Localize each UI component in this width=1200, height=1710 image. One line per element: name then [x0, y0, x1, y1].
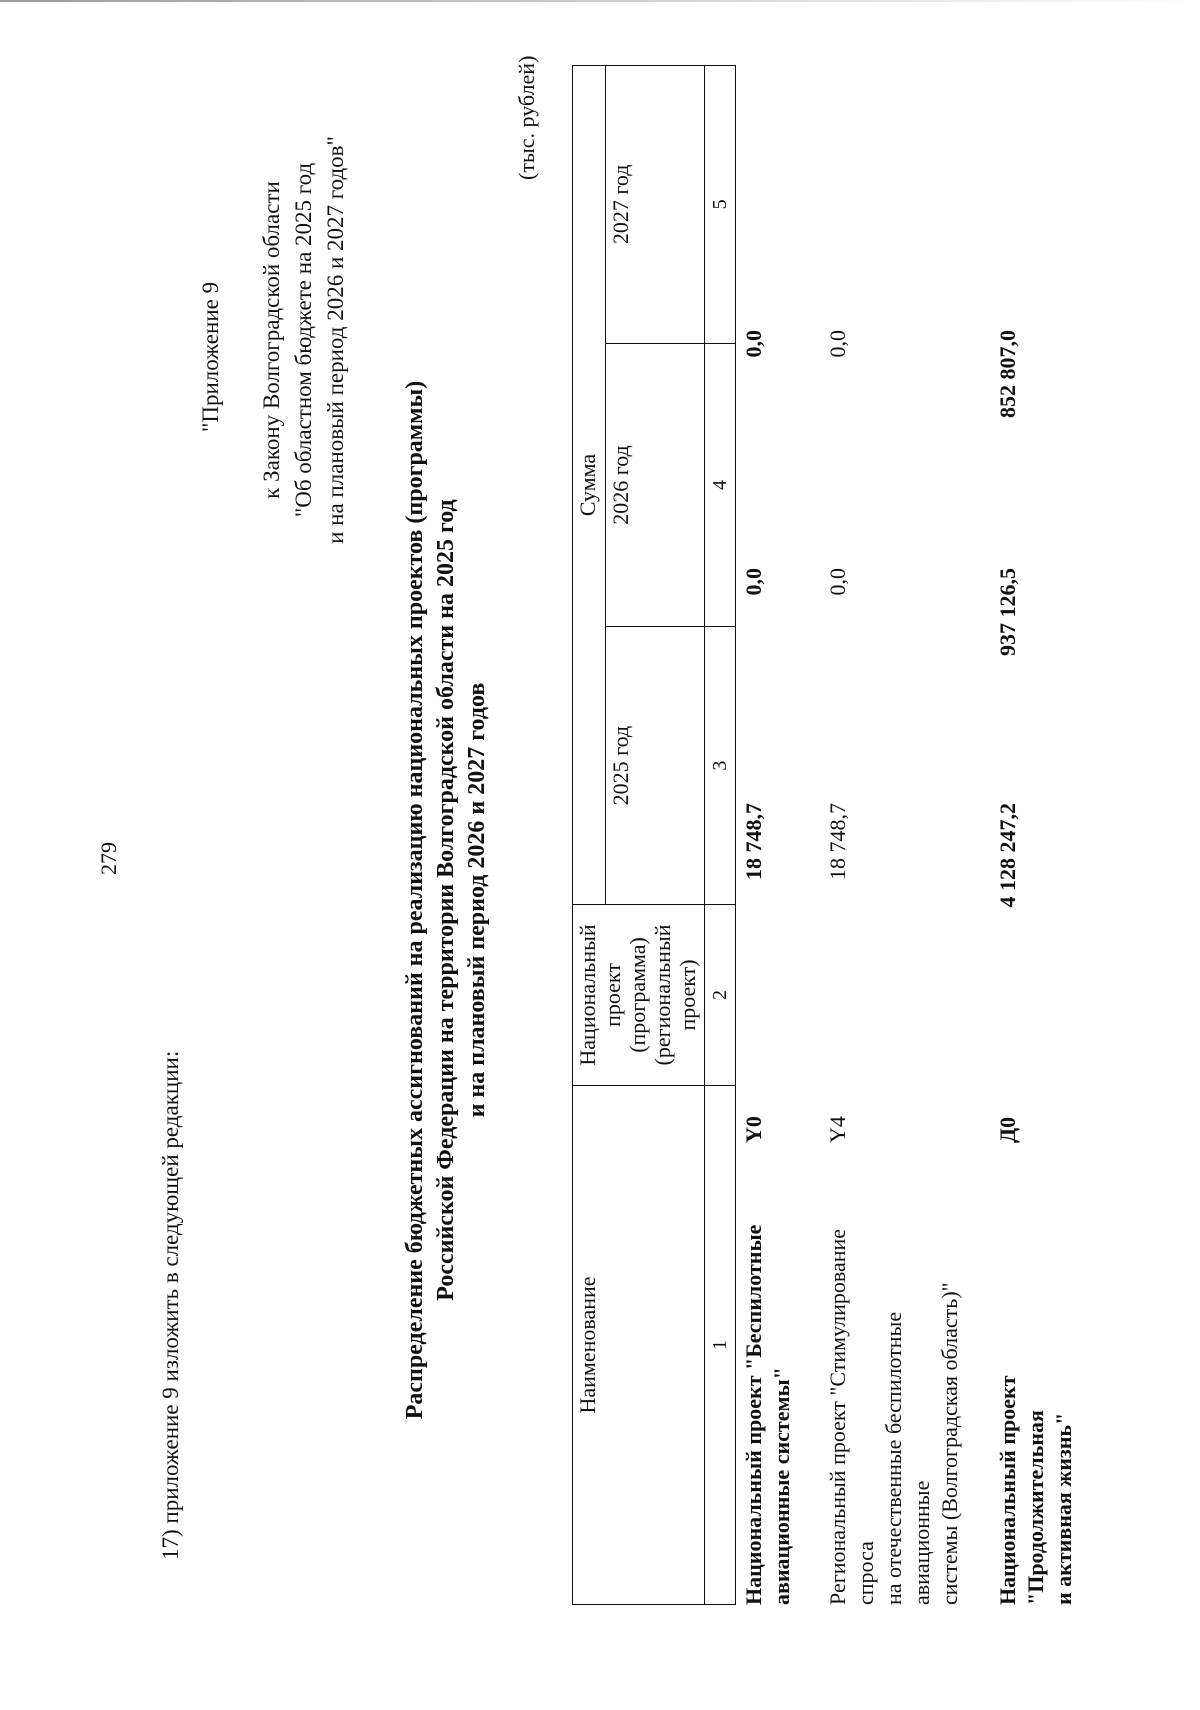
header-year-label: 2027 год [608, 164, 633, 245]
header-sum [573, 66, 606, 905]
row-name [824, 1175, 964, 1605]
row-value-2027: 0,0 [741, 330, 766, 358]
column-number: 5 [705, 66, 736, 344]
table-row [994, 65, 1078, 1605]
header-name [573, 1085, 705, 1604]
header-year-2025 [606, 627, 705, 905]
row-name-line: и активная жизнь" [1051, 1412, 1076, 1605]
units-label: (тыс. рублей) [514, 55, 539, 180]
law-reference-line: и на плановый период 2026 и 2027 годов" [323, 136, 348, 544]
row-name-line: авиационные системы" [769, 1367, 794, 1605]
page-number: 279 [96, 842, 121, 875]
row-code: Д0 [995, 1116, 1020, 1143]
table-row [740, 65, 796, 1605]
header-year-label: 2026 год [608, 445, 633, 525]
table-row [824, 65, 964, 1605]
table-body [740, 65, 1078, 1605]
header-project-line: Национальный [575, 924, 600, 1066]
header-project-line: проект) [675, 959, 700, 1031]
row-value-2025: 18 748,7 [741, 803, 766, 880]
header-year-2026 [606, 343, 705, 627]
title-line: и на плановый период 2026 и 2027 годов [464, 682, 490, 1118]
column-number: 4 [705, 343, 736, 627]
row-name-line: Региональный проект "Стимулирование спроса [825, 1228, 878, 1605]
row-value-2026: 937 126,5 [995, 568, 1020, 656]
header-project-line: проект [600, 963, 625, 1027]
law-reference [256, 30, 352, 650]
law-reference-line: "Об областном бюджете на 2025 год [291, 162, 316, 518]
row-code: Y0 [741, 1116, 766, 1143]
header-sum-label: Сумма [575, 453, 600, 517]
row-name-line: Национальный проект "Беспилотные [741, 1224, 766, 1605]
row-name [994, 1175, 1078, 1605]
row-name-line: системы (Волгоградская область)" [937, 1282, 962, 1605]
appendix-label: "Приложение 9 [198, 281, 223, 432]
law-reference-line: к Закону Волгоградской области [259, 181, 284, 499]
header-name-label: Наименование [575, 1276, 600, 1414]
title-line: Распределение бюджетных ассигнований на реализацию национальных проектов (программы) [402, 380, 428, 1420]
row-value-2027: 852 807,0 [995, 330, 1020, 418]
table-header [572, 65, 736, 1605]
row-value-2025: 4 128 247,2 [995, 803, 1020, 908]
column-number: 3 [705, 627, 736, 905]
row-value-2026: 0,0 [741, 568, 766, 596]
row-value-2026: 0,0 [825, 568, 850, 596]
row-value-2027: 0,0 [825, 330, 850, 358]
column-number: 2 [705, 904, 736, 1085]
header-year-label: 2025 год [608, 725, 633, 806]
row-code: Y4 [825, 1116, 850, 1143]
row-name-line: на отечественные беспилотные авиационные [881, 1311, 934, 1605]
header-year-2027 [606, 66, 705, 344]
column-number: 1 [705, 1085, 736, 1604]
row-name-line: Национальный проект "Продолжительная [995, 1375, 1048, 1605]
column-number-row [705, 66, 736, 1605]
row-name [740, 1175, 796, 1605]
title-line: Российской Федерации на территории Волгоградской области на 2025 год [433, 499, 459, 1301]
header-project [573, 904, 705, 1085]
document-title [400, 280, 493, 1520]
intro-text: 17) приложение 9 изложить в следующей редакции: [158, 1050, 183, 1560]
row-value-2025: 18 748,7 [825, 803, 850, 880]
header-project-line: (программа) [625, 937, 650, 1053]
header-project-line: (региональный [650, 924, 675, 1066]
